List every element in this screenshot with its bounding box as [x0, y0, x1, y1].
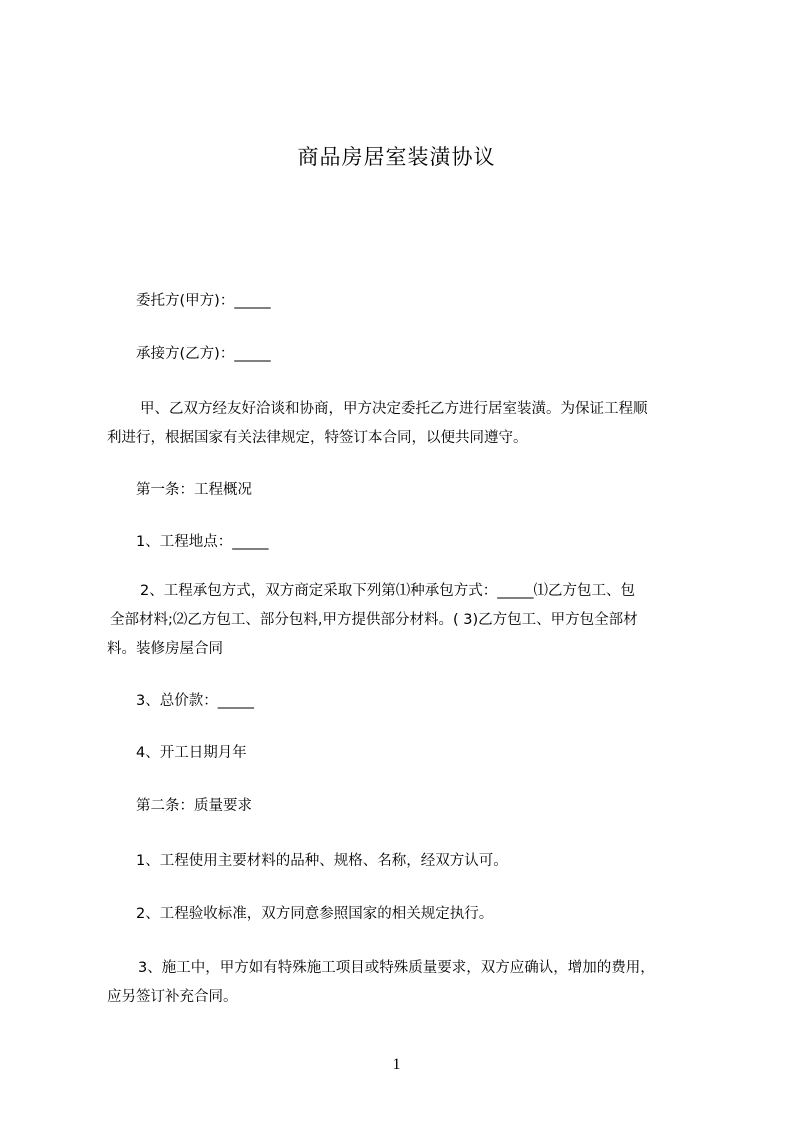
article-2-heading: 第二条：质量要求	[136, 798, 252, 814]
article-2-item-3	[107, 954, 655, 1012]
party-b-line: 承接方(乙方)：_____	[136, 346, 271, 362]
item-3-line: 3、施工中，甲方如有特殊施工项目或特殊质量要求，双方应确认，增加的费用，	[138, 960, 655, 976]
page-number: 1	[392, 1056, 401, 1073]
item-2-line: 全部材料;⑵乙方包工、部分包料,甲方提供部分材料。( 3)乙方包工、甲方包全部材	[110, 612, 638, 628]
article-1-item-1: 1、工程地点：_____	[136, 534, 269, 550]
intro-paragraph	[107, 395, 648, 453]
article-1-item-2	[107, 577, 699, 664]
item-3-line: 应另签订补充合同。	[107, 989, 238, 1005]
intro-line: 利进行，根据国家有关法律规定，特签订本合同，以便共同遵守。	[107, 430, 528, 446]
article-2-item-1: 1、工程使用主要材料的品种、规格、名称，经双方认可。	[136, 853, 508, 869]
article-1-item-4: 4、开工日期月年	[136, 745, 247, 761]
article-2-item-2: 2、工程验收标准，双方同意参照国家的相关规定执行。	[136, 906, 494, 922]
party-a-line: 委托方(甲方)：_____	[136, 293, 271, 309]
item-2-line: 料。装修房屋合同	[107, 641, 223, 657]
intro-line: 甲、乙双方经友好洽谈和协商，甲方决定委托乙方进行居室装潢。为保证工程顺	[140, 401, 648, 417]
document-title: 商品房居室装潢协议	[297, 145, 496, 169]
article-1-item-3: 3、总价款：_____	[136, 693, 254, 709]
item-2-line: 2、工程承包方式，双方商定采取下列第⑴种承包方式：_____⑴乙方包工、包	[140, 583, 635, 599]
article-1-heading: 第一条：工程概况	[136, 482, 252, 498]
